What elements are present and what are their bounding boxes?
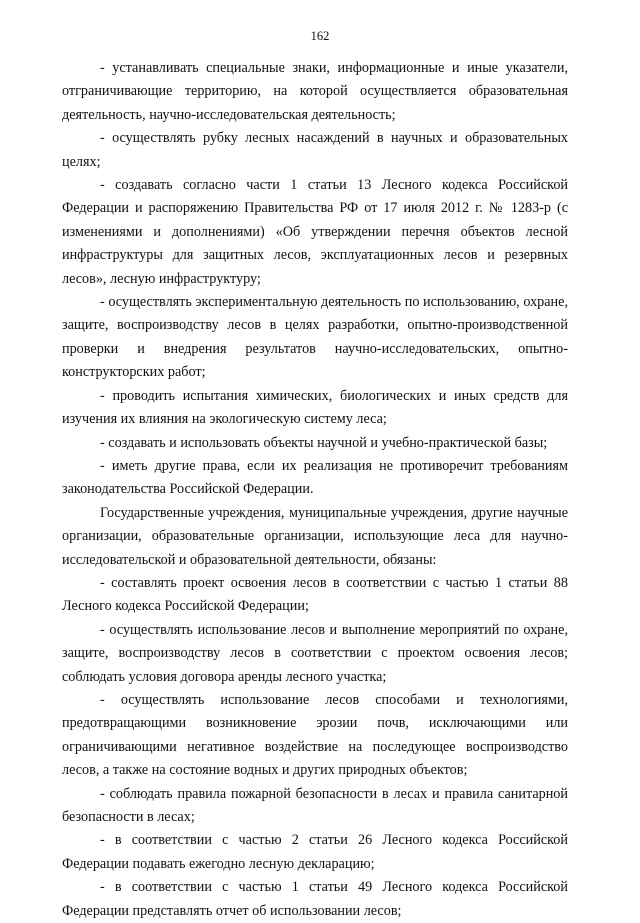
paragraph-technologies: - осуществлять использование лесов способами и технологиями, предотвращающими возникновение эрозии почв, исключающими или ограничивающими негативное воздействие на последующее воспроизводство лесов, а также на состояние водных и других природных объектов; <box>62 691 568 779</box>
paragraph-logging: - осуществлять рубку лесных насаждений в научных и образовательных целях; <box>62 130 568 170</box>
paragraph-obligations-intro: Государственные учреждения, муниципальные учреждения, другие научные организации, образовательные организации, использующие леса для научно-исследовательской и образовательной деятельности, обязаны: <box>62 504 568 568</box>
paragraph-infrastructure: - создавать согласно части 1 статьи 13 Лесного кодекса Российской Федерации и распоряжению Правительства РФ от 17 июля 2012 г. № 1283-р (с изменениями и дополнениями) «Об утверждении перечня объектов лесной инфраструктуры для защитных лесов, эксплуатационных лесов и резервных лесов», лесную инфраструктуру; <box>62 177 568 287</box>
paragraph-project: - составлять проект освоения лесов в соответствии с частью 1 статьи 88 Лесного кодекса Российской Федерации; <box>62 574 568 615</box>
paragraph-signs: - устанавливать специальные знаки, информационные и иные указатели, отграничивающие территорию, на которой осуществляется образовательная деятельность, научно-исследовательская деятельность; <box>62 60 568 123</box>
paragraph-objects: - создавать и использовать объекты научной и учебно-практической базы; <box>100 434 548 451</box>
paragraph-experimental: - осуществлять экспериментальную деятельность по использованию, охране, защите, воспроизводству лесов в целях разработки, опытно-производственной проверки и внедрения результатов научно-исследовательских, опытно-конструкторских работ; <box>62 294 568 381</box>
paragraph-report: - в соответствии с частью 1 статьи 49 Лесного кодекса Российской Федерации представлять отчет об использовании лесов; <box>62 879 568 919</box>
paragraph-other-rights: - иметь другие права, если их реализация не противоречит требованиям законодательства Российской Федерации. <box>62 457 568 498</box>
paragraph-fire-safety: - соблюдать правила пожарной безопасности в лесах и правила санитарной безопасности в лесах; <box>62 785 568 825</box>
paragraph-testing: - проводить испытания химических, биологических и иных средств для изучения их влияния на экологическую систему леса; <box>62 387 568 428</box>
paragraph-declaration: - в соответствии с частью 2 статьи 26 Лесного кодекса Российской Федерации подавать ежегодно лесную декларацию; <box>62 832 568 872</box>
paragraph-use-measures: - осуществлять использование лесов и выполнение мероприятий по охране, защите, воспроизводству лесов в соответствии с проектом освоения лесов; соблюдать условия договора аренды лесного участка; <box>62 621 568 685</box>
page-number: 162 <box>310 29 330 43</box>
document-body <box>62 57 568 923</box>
